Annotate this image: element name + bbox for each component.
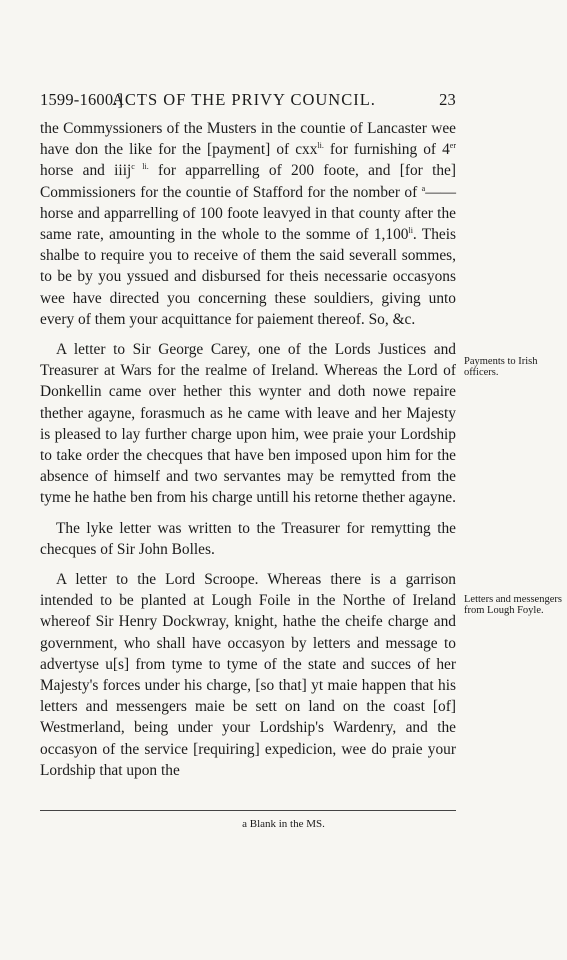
margin-note-letters: Letters and messengers from Lough Foyle. [464, 594, 562, 616]
paragraph-3: The lyke letter was written to the Treasurer for remytting the checques of Sir John Bolles. [40, 519, 456, 558]
header-years: 1599-1600.] [40, 90, 124, 109]
superscript: a [421, 183, 426, 193]
superscript: li [408, 226, 413, 236]
superscript: er [449, 141, 457, 151]
superscript: li. [317, 141, 324, 151]
page-number: 23 [439, 90, 456, 109]
footnote: a Blank in the MS. [242, 818, 325, 830]
body-text [40, 118, 456, 790]
footnote-rule [40, 810, 456, 811]
paragraph-4: A letter to the Lord Scroope. Whereas there is a garrison intended to be planted at Lough Foile in the Northe of Ireland whereof Sir Henry Dockwray, knight, hathe the cheife charge and government, who shall have occasyon by letters and message to advertyse u[s] from tyme to tyme of the state and succes of her Majesty's forces under his charge, [so that] yt maie happen that his letters and messengers maie be sett on land on the coast [of] Westmerland, being under your Lordship's Wardenry, and the occasyon of the service [requiring] expedicion, wee do praie your Lordship that upon the [40, 571, 456, 779]
paragraph-1: the Commyssioners of the Musters in the countie of Lancaster wee have don the like for the [payment] of cxx$^{li.}$ for furnishing of 4er horse and iiij$^{c li.}$ for apparrelling of 200 foote, and [for the] Commissioners for the countie of Stafford for the nomber of $^a$—— horse and apparrelling of 100 foote leavyed in that county after the same rate, amounting in the whole to the somme of $1,100^{li}$. Theis shalbe to require you to receive of them the said severall sommes, to be by you yssued and disbursed for theis necessarie occasyons wee have directed you concerning these souldiers, giving unto every of them your acquittance for paiement thereof. So, &c. [40, 120, 457, 328]
superscript: c li. [131, 162, 149, 172]
margin-note-payments: Payments to Irish officers. [464, 356, 538, 378]
header-title: ACTS OF THE PRIVY COUNCIL. [112, 90, 376, 109]
paragraph-2: A letter to Sir George Carey, one of the Lords Justices and Treasurer at Wars for the realme of Ireland. Whereas the Lord of Donkellin came over hether this wynter and doth nowe repaire thether agayne, forasmuch as he came with leave and her Majesty is pleased to lay further charge upon him, wee praie your Lordship to take order the checques that have ben imposed upon him for the absence of himself and two servantes may be remytted from the tyme he hathe ben from his charge untill his retorne thether agayne. [40, 341, 456, 507]
